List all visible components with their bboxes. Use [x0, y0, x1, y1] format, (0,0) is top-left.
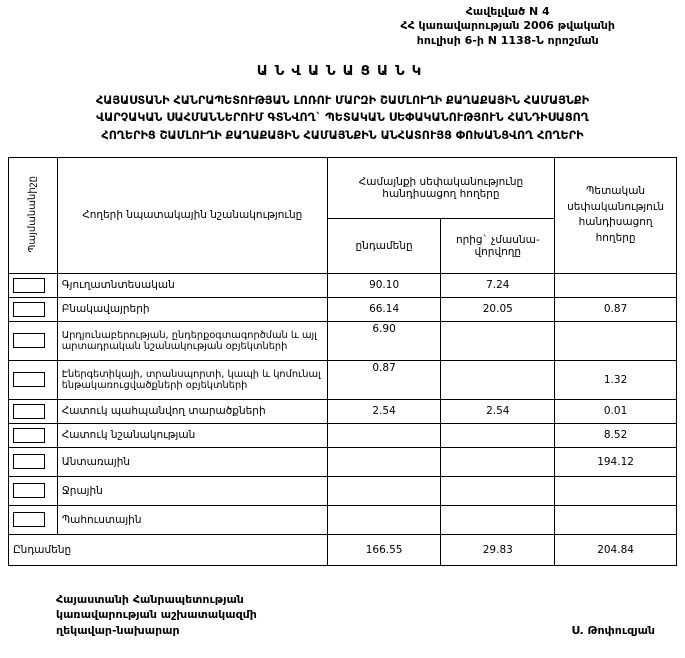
land-transfer-table [8, 157, 677, 566]
value-cell [555, 321, 677, 360]
symbol-box [13, 372, 45, 387]
signatory-title-block [56, 592, 257, 638]
table-row [9, 476, 677, 505]
document-footer [8, 592, 677, 638]
column-header-symbol [9, 157, 58, 273]
annex-line: հուլիսի 6-ի N 1138-Ն որոշման [416, 33, 599, 47]
symbol-box [13, 483, 45, 498]
land-purpose-cell: Ջրային [57, 476, 327, 505]
value-cell: 0.87 [555, 297, 677, 321]
column-header-of-which: որից` չմասնա-վորվողը [441, 218, 555, 273]
value-cell [555, 273, 677, 297]
subtitle-line: ՀՈՂԵՐԻՑ ՇԱՄԼՈՒՂԻ ՔԱՂԱՔԱՅԻՆ ՀԱՄԱՅՆՔԻՆ ԱՆՀԱՏՈՒՅՑ ՓՈԽԱՆՑՎՈՂ ՀՈՂԵՐԻ [101, 128, 584, 142]
symbol-box [13, 428, 45, 443]
column-header-total: ընդամենը [327, 218, 441, 273]
value-cell [327, 505, 441, 534]
table-row [9, 399, 677, 423]
table-row [9, 297, 677, 321]
symbol-cell [9, 423, 58, 447]
symbol-header-label: Պայմանանիշը [26, 175, 38, 253]
value-cell [441, 447, 555, 476]
value-cell: 20.05 [441, 297, 555, 321]
symbol-cell [9, 360, 58, 399]
total-value-cell: 204.84 [555, 534, 677, 565]
land-purpose-cell: Արդյունաբերության, ընդերքօգտագործման և այլ արտադրական նշանակության օբյեկտների [57, 321, 327, 360]
value-cell: 66.14 [327, 297, 441, 321]
subtitle-line: ՎԱՐՉԱԿԱՆ ՍԱՀՄԱՆՆԵՐՈՒՄ ԳՏՆՎՈՂ` ՊԵՏԱԿԱՆ ՍԵՓԱԿԱՆՈՒԹՅՈՒՆ ՀԱՆԴԻՍԱՑՈՂ [96, 111, 589, 125]
table-row [9, 321, 677, 360]
column-header-state: Պետական սեփականություն հանդիսացող հողերը [555, 157, 677, 273]
value-cell [441, 505, 555, 534]
land-purpose-cell: Հատուկ պահպանվող տարածքների [57, 399, 327, 423]
document-subtitle [8, 92, 677, 144]
signatory-title-line: ղեկավար-նախարար [56, 623, 180, 637]
land-purpose-cell: Էներգետիկայի, տրանսպորտի, կապի և կոմունալ ենթակառուցվածքների օբյեկտների [57, 360, 327, 399]
total-value-cell: 166.55 [327, 534, 441, 565]
symbol-cell [9, 273, 58, 297]
value-cell [327, 476, 441, 505]
value-cell [441, 476, 555, 505]
total-value-cell: 29.83 [441, 534, 555, 565]
symbol-box [13, 333, 45, 348]
value-cell [441, 360, 555, 399]
column-header-purpose: Հողերի նպատակային նշանակությունը [57, 157, 327, 273]
signatory-title-line: կառավարության աշխատակազմի [56, 608, 257, 622]
annex-line: Հավելված N 4 [465, 5, 550, 18]
value-cell [555, 505, 677, 534]
symbol-box [13, 302, 45, 317]
symbol-cell [9, 399, 58, 423]
table-row [9, 505, 677, 534]
value-cell: 0.87 [327, 360, 441, 399]
signatory-title-line: Հայաստանի Հանրապետության [56, 592, 244, 606]
land-purpose-cell: Անտառային [57, 447, 327, 476]
table-row [9, 447, 677, 476]
value-cell: 194.12 [555, 447, 677, 476]
annex-reference [400, 5, 615, 48]
value-cell [441, 423, 555, 447]
table-row [9, 360, 677, 399]
value-cell: 8.52 [555, 423, 677, 447]
table-row [9, 423, 677, 447]
symbol-box [13, 454, 45, 469]
value-cell: 7.24 [441, 273, 555, 297]
document-title: ԱՆՎԱՆԱՑԱՆԿ [256, 62, 429, 79]
total-row-label: Ընդամենը [9, 534, 328, 565]
symbol-box [13, 278, 45, 293]
land-purpose-cell: Բնակավայրերի [57, 297, 327, 321]
column-header-community-group: Համայնքի սեփականությունը հանդիսացող հողերը [327, 157, 554, 218]
symbol-box [13, 404, 45, 419]
subtitle-line: ՀԱՅԱՍՏԱՆԻ ՀԱՆՐԱՊԵՏՈՒԹՅԱՆ ԼՈՌՈՒ ՄԱՐԶԻ ՇԱՄԼՈՒՂԻ ՔԱՂԱՔԱՅԻՆ ՀԱՄԱՅՆՔԻ [95, 93, 590, 107]
symbol-cell [9, 297, 58, 321]
table-row [9, 273, 677, 297]
land-purpose-cell: Պահուստային [57, 505, 327, 534]
land-purpose-cell: Գյուղատնտեսական [57, 273, 327, 297]
value-cell: 0.01 [555, 399, 677, 423]
total-row [9, 534, 677, 565]
symbol-cell [9, 505, 58, 534]
value-cell: 2.54 [441, 399, 555, 423]
value-cell [555, 476, 677, 505]
value-cell: 1.32 [555, 360, 677, 399]
land-purpose-cell: Հատուկ նշանակության [57, 423, 327, 447]
symbol-cell [9, 476, 58, 505]
symbol-box [13, 512, 45, 527]
value-cell [327, 423, 441, 447]
symbol-cell [9, 321, 58, 360]
value-cell: 90.10 [327, 273, 441, 297]
symbol-cell [9, 447, 58, 476]
value-cell [441, 321, 555, 360]
signatory-name: Ս. Թոփուզյան [571, 624, 655, 638]
value-cell: 6.90 [327, 321, 441, 360]
value-cell [327, 447, 441, 476]
annex-line: ՀՀ կառավարության 2006 թվականի [400, 19, 615, 33]
value-cell: 2.54 [327, 399, 441, 423]
